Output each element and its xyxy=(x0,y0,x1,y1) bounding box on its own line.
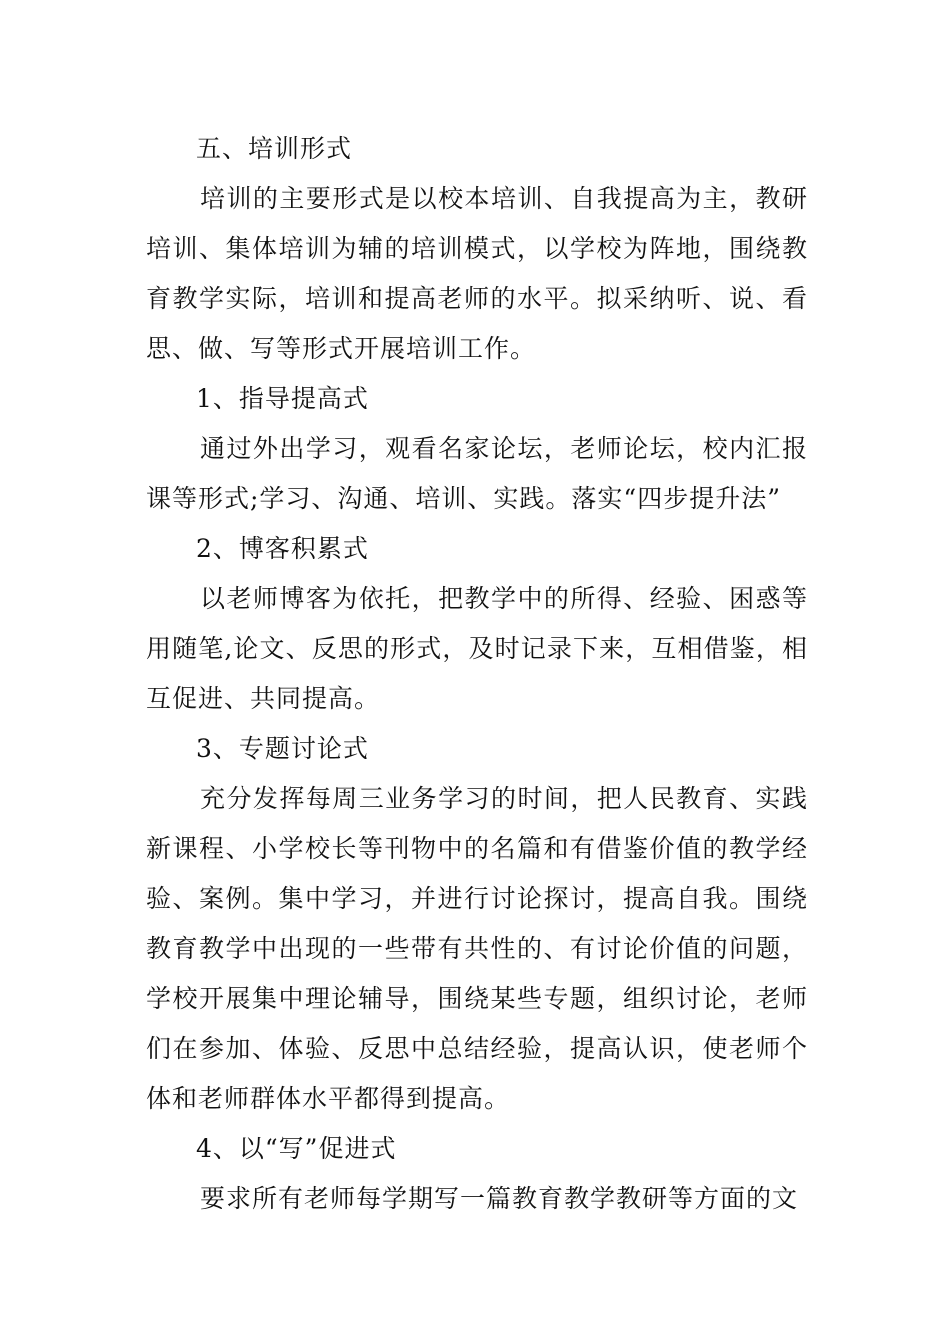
item-heading-2: 2、博客积累式 xyxy=(196,534,369,563)
item-heading-1: 1、指导提高式 xyxy=(196,384,369,413)
item-paragraph-3: 充分发挥每周三业务学习的时间，把人民教育、实践新课程、小学校长等刊物中的名篇和有借鉴价值的教学经验、案例。集中学习，并进行讨论探讨，提高自我。围绕教育教学中出现的一些带有共性的、有讨论价值的问题，学校开展集中理论辅导，围绕某些专题，组织讨论，老师们在参加、体验、反思中总结经验，提高认识，使老师个体和老师群体水平都得到提高。 xyxy=(146,784,808,1113)
item-paragraph-1: 通过外出学习，观看名家论坛，老师论坛，校内汇报课等形式;学习、沟通、培训、实践。落实“四步提升法” xyxy=(146,434,808,513)
item-heading-4: 4、以“写”促进式 xyxy=(196,1134,397,1163)
intro-paragraph: 培训的主要形式是以校本培训、自我提高为主，教研培训、集体培训为辅的培训模式，以学校为阵地，围绕教育教学实际，培训和提高老师的水平。拟采纳听、说、看思、做、写等形式开展培训工作。 xyxy=(146,184,808,363)
section-heading: 五、培训形式 xyxy=(196,134,353,163)
item-heading-3: 3、专题讨论式 xyxy=(196,734,369,763)
item-paragraph-4: 要求所有老师每学期写一篇教育教学教研等方面的文 xyxy=(200,1184,799,1213)
item-paragraph-2: 以老师博客为依托，把教学中的所得、经验、困惑等用随笔,论文、反思的形式，及时记录下来，互相借鉴，相互促进、共同提高。 xyxy=(146,584,808,713)
document-body xyxy=(146,124,808,1224)
